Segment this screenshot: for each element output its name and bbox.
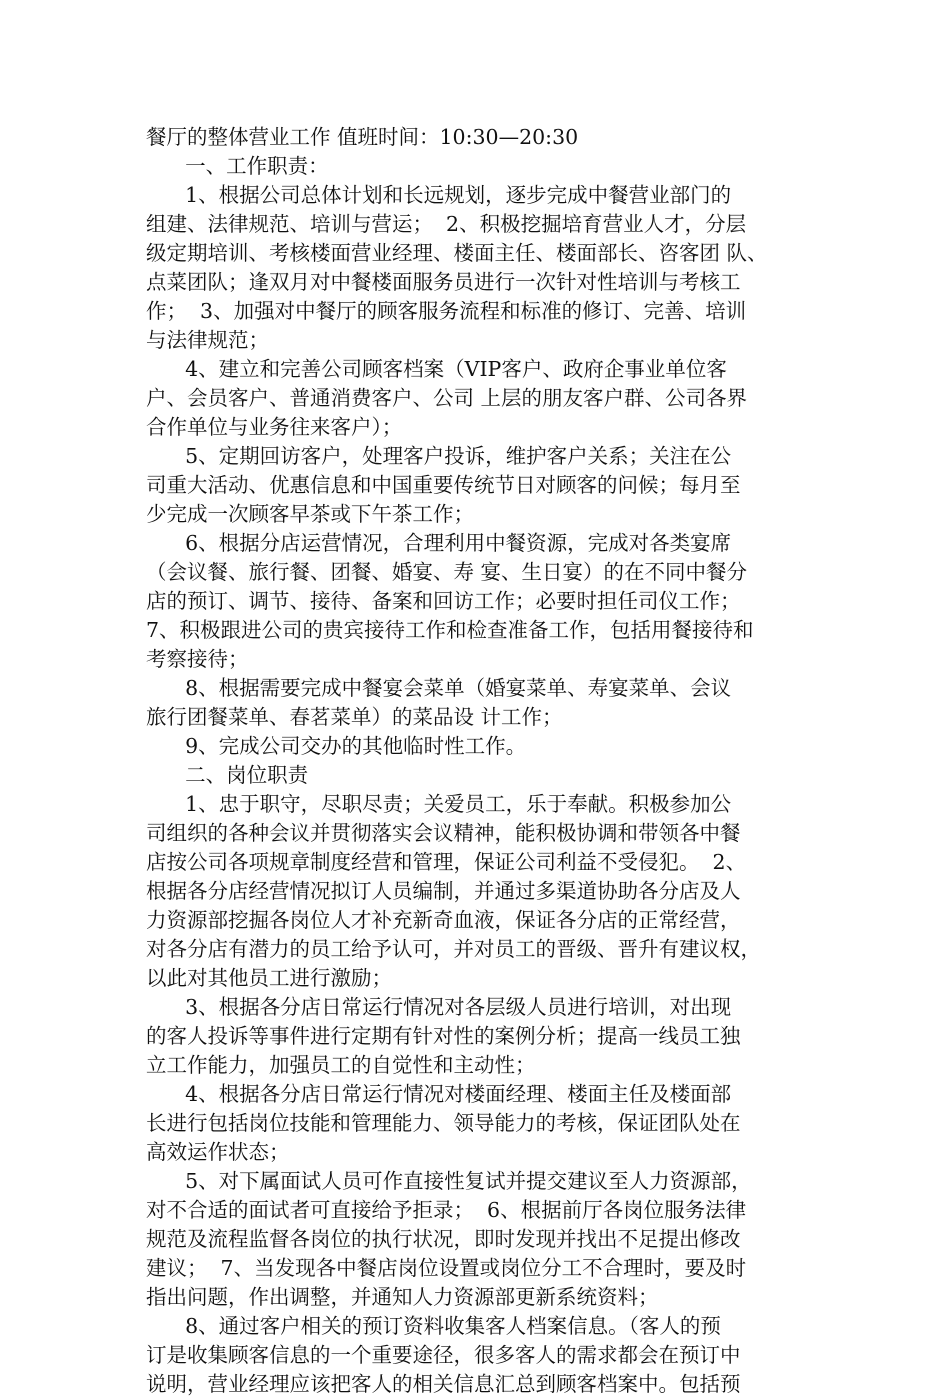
text-line: 少完成一次顾客早茶或下午茶工作； bbox=[146, 502, 474, 526]
text-line: 6、根据分店运营情况，合理利用中餐资源，完成对各类宴席 bbox=[146, 531, 732, 555]
text-line: 4、建立和完善公司顾客档案（VIP客户、政府企事业单位客 bbox=[146, 357, 727, 381]
text-line: 司重大活动、优惠信息和中国重要传统节日对顾客的问候；每月至 bbox=[146, 473, 741, 497]
text-line: 8、根据需要完成中餐宴会菜单（婚宴菜单、寿宴菜单、会议 bbox=[146, 676, 732, 700]
text-line: 根据各分店经营情况拟订人员编制，并通过多渠道协助各分店及人 bbox=[146, 879, 741, 903]
document-body bbox=[146, 123, 816, 1399]
section-heading: 一、工作职责： bbox=[146, 154, 329, 178]
text-line: 8、通过客户相关的预订资料收集客人档案信息。（客人的预 bbox=[146, 1314, 721, 1338]
text-line: 建议； 7、当发现各中餐店岗位设置或岗位分工不合理时，要及时 bbox=[146, 1256, 747, 1280]
text-line: 高效运作状态； bbox=[146, 1140, 290, 1164]
text-line: 对各分店有潜力的员工给予认可，并对员工的晋级、晋升有建议权， bbox=[146, 937, 761, 961]
text-line: 长进行包括岗位技能和管理能力、领导能力的考核，保证团队处在 bbox=[146, 1111, 741, 1135]
text-line: 考察接待； bbox=[146, 647, 249, 671]
text-line: 订是收集顾客信息的一个重要途径，很多客人的需求都会在预订中 bbox=[146, 1343, 741, 1367]
text-line: 点菜团队；逢双月对中餐楼面服务员进行一次针对性培训与考核工 bbox=[146, 270, 741, 294]
text-line: 9、完成公司交办的其他临时性工作。 bbox=[146, 734, 527, 758]
text-line: 7、积极跟进公司的贵宾接待工作和检查准备工作，包括用餐接待和 bbox=[146, 618, 754, 642]
text-line: 5、定期回访客户，处理客户投诉，维护客户关系；关注在公 bbox=[146, 444, 732, 468]
text-line: 与法律规范； bbox=[146, 328, 269, 352]
text-line: 5、对下属面试人员可作直接性复试并提交建议至人力资源部， bbox=[146, 1169, 752, 1193]
text-line: 合作单位与业务往来客户）； bbox=[146, 415, 403, 439]
text-line: 3、根据各分店日常运行情况对各层级人员进行培训，对出现 bbox=[146, 995, 732, 1019]
section-heading: 二、岗位职责 bbox=[146, 763, 309, 787]
text-line: 4、根据各分店日常运行情况对楼面经理、楼面主任及楼面部 bbox=[146, 1082, 732, 1106]
text-line: 以此对其他员工进行激励； bbox=[146, 966, 392, 990]
text-line: 户、会员客户、普通消费客户、公司 上层的朋友客户群、公司各界 bbox=[146, 386, 748, 410]
text-line: 作； 3、加强对中餐厅的顾客服务流程和标准的修订、完善、培训 bbox=[146, 299, 747, 323]
text-line: 1、忠于职守，尽职尽责；关爱员工，乐于奉献。积极参加公 bbox=[146, 792, 732, 816]
text-line: 的客人投诉等事件进行定期有针对性的案例分析；提高一线员工独 bbox=[146, 1024, 741, 1048]
text-line: 级定期培训、考核楼面营业经理、楼面主任、楼面部长、咨客团 队、 bbox=[146, 241, 768, 265]
text-line: 组建、法律规范、培训与营运； 2、积极挖掘培育营业人才，分层 bbox=[146, 212, 747, 236]
text-line: 力资源部挖掘各岗位人才补充新奇血液，保证各分店的正常经营， bbox=[146, 908, 741, 932]
text-line: 说明，营业经理应该把客人的相关信息汇总到顾客档案中。包括预 bbox=[146, 1372, 741, 1396]
text-line: 司组织的各种会议并贯彻落实会议精神，能积极协调和带领各中餐 bbox=[146, 821, 741, 845]
text-line: （会议餐、旅行餐、团餐、婚宴、寿 宴、生日宴）的在不同中餐分 bbox=[146, 560, 748, 584]
text-line: 旅行团餐菜单、春茗菜单）的菜品设 计工作； bbox=[146, 705, 563, 729]
text-line: 指出问题，作出调整，并通知人力资源部更新系统资料； bbox=[146, 1285, 659, 1309]
text-line: 1、根据公司总体计划和长远规划，逐步完成中餐营业部门的 bbox=[146, 183, 732, 207]
text-line: 店的预订、调节、接待、备案和回访工作；必要时担任司仪工作； bbox=[146, 589, 741, 613]
text-line: 餐厅的整体营业工作 值班时间：10:30—20:30 bbox=[146, 125, 579, 149]
text-line: 规范及流程监督各岗位的执行状况，即时发现并找出不足提出修改 bbox=[146, 1227, 741, 1251]
text-line: 对不合适的面试者可直接给予拒录； 6、根据前厅各岗位服务法律 bbox=[146, 1198, 747, 1222]
text-line: 立工作能力，加强员工的自觉性和主动性； bbox=[146, 1053, 536, 1077]
text-line: 店按公司各项规章制度经营和管理，保证公司利益不受侵犯。 2、 bbox=[146, 850, 747, 874]
